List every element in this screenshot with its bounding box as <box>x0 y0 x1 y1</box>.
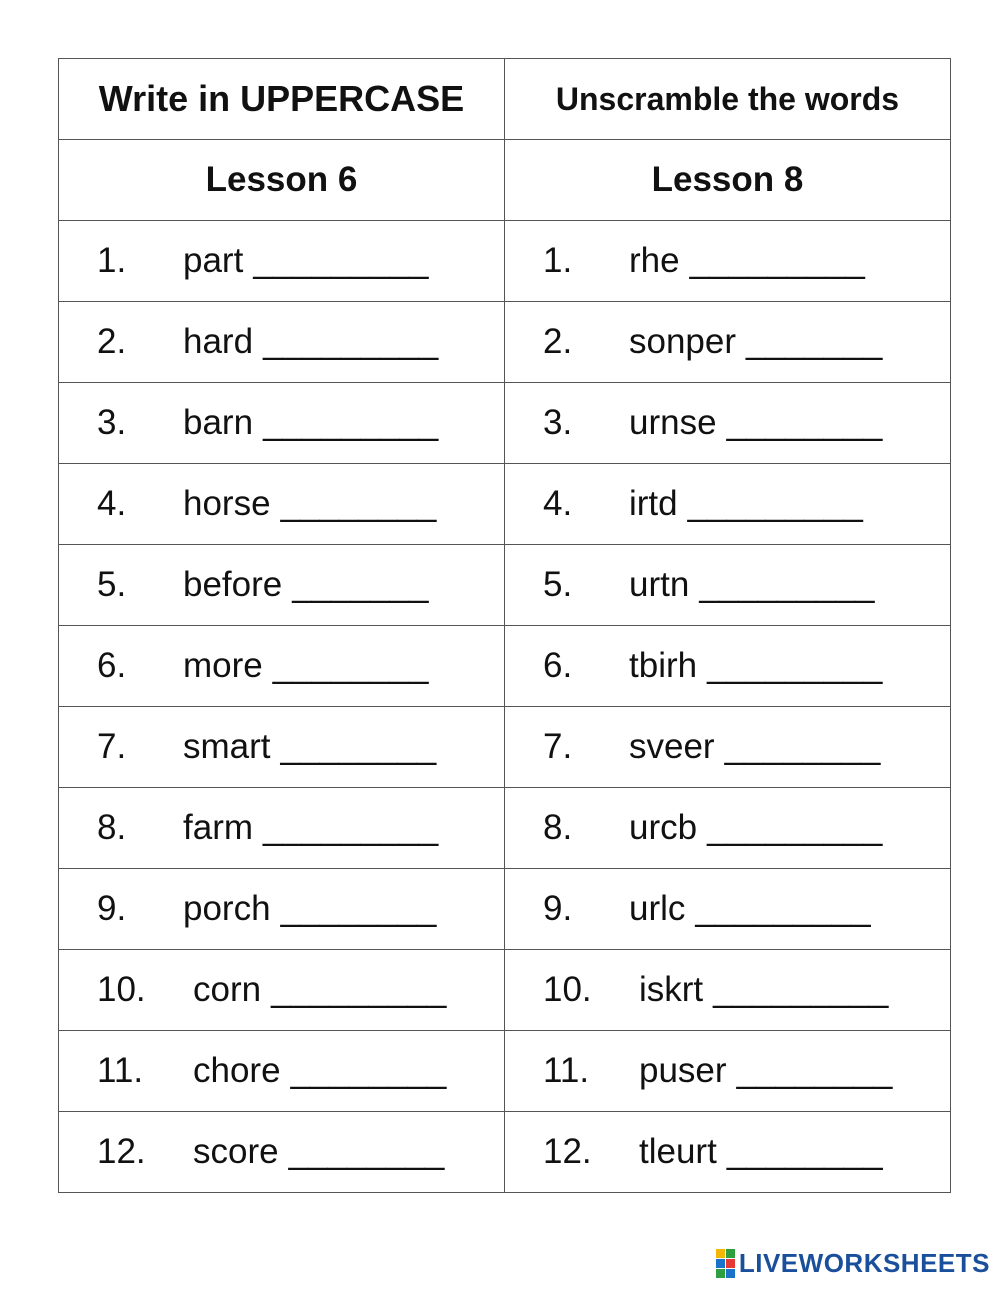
answer-blank[interactable]: _________ <box>713 970 889 1009</box>
left-item <box>59 727 504 767</box>
scrambled-word: iskrt <box>639 970 704 1009</box>
left-item <box>59 403 504 443</box>
left-item-cell <box>59 1031 505 1112</box>
item-number: 2. <box>543 322 573 361</box>
answer-blank[interactable]: _________ <box>707 808 883 847</box>
item-number: 6. <box>97 646 127 685</box>
table-row <box>59 1031 951 1112</box>
table-row <box>59 707 951 788</box>
uppercase-word: part <box>183 241 244 280</box>
left-item-cell <box>59 950 505 1031</box>
scrambled-word: puser <box>639 1051 727 1090</box>
item-number: 12. <box>97 1132 146 1171</box>
left-item <box>59 565 504 605</box>
right-item <box>505 889 950 929</box>
worksheet-table <box>58 58 951 1193</box>
left-item-cell <box>59 788 505 869</box>
item-number: 8. <box>97 808 127 847</box>
item-number: 4. <box>97 484 127 523</box>
right-item <box>505 646 950 686</box>
table-row <box>59 464 951 545</box>
right-column-title: Unscramble the words <box>505 59 951 140</box>
right-item-cell <box>505 545 951 626</box>
answer-blank[interactable]: ________ <box>280 889 437 928</box>
scrambled-word: rhe <box>629 241 680 280</box>
right-item <box>505 1132 950 1172</box>
answer-blank[interactable]: _________ <box>699 565 875 604</box>
right-lesson-label: Lesson 8 <box>505 140 951 221</box>
answer-blank[interactable]: _________ <box>263 403 439 442</box>
left-column-title: Write in UPPERCASE <box>59 59 505 140</box>
uppercase-word: hard <box>183 322 254 361</box>
answer-blank[interactable]: _________ <box>695 889 871 928</box>
uppercase-word: before <box>183 565 283 604</box>
answer-blank[interactable]: ________ <box>272 646 429 685</box>
left-item <box>59 241 504 281</box>
item-number: 9. <box>543 889 573 928</box>
item-number: 3. <box>97 403 127 442</box>
answer-blank[interactable]: _________ <box>253 241 429 280</box>
answer-blank[interactable]: _________ <box>271 970 447 1009</box>
answer-blank[interactable]: _________ <box>263 322 439 361</box>
right-item <box>505 808 950 848</box>
scrambled-word: urtn <box>629 565 690 604</box>
uppercase-word: score <box>193 1132 279 1171</box>
item-number: 1. <box>97 241 127 280</box>
item-number: 3. <box>543 403 573 442</box>
scrambled-word: urlc <box>629 889 686 928</box>
scrambled-word: tbirh <box>629 646 698 685</box>
table-row <box>59 302 951 383</box>
scrambled-word: sonper <box>629 322 737 361</box>
right-item <box>505 322 950 362</box>
left-item <box>59 322 504 362</box>
right-item <box>505 970 950 1010</box>
right-item-cell <box>505 383 951 464</box>
scrambled-word: urnse <box>629 403 717 442</box>
logo-text: LIVEWORKSHEETS <box>738 1248 990 1278</box>
left-lesson-label: Lesson 6 <box>59 140 505 221</box>
right-item <box>505 241 950 281</box>
left-item-cell <box>59 302 505 383</box>
left-item-cell <box>59 464 505 545</box>
uppercase-word: barn <box>183 403 254 442</box>
right-item-cell <box>505 1112 951 1193</box>
answer-blank[interactable]: _______ <box>746 322 883 361</box>
answer-blank[interactable]: ________ <box>726 1132 883 1171</box>
left-item <box>59 970 504 1010</box>
table-row <box>59 1112 951 1193</box>
item-number: 11. <box>543 1051 590 1090</box>
left-item <box>59 808 504 848</box>
right-item-cell <box>505 221 951 302</box>
left-item <box>59 1051 504 1091</box>
table-row <box>59 221 951 302</box>
right-item-cell <box>505 464 951 545</box>
left-item-cell <box>59 545 505 626</box>
table-row <box>59 545 951 626</box>
liveworksheets-logo <box>716 1248 990 1279</box>
uppercase-word: more <box>183 646 263 685</box>
uppercase-word: corn <box>193 970 262 1009</box>
right-item-cell <box>505 302 951 383</box>
item-number: 4. <box>543 484 573 523</box>
left-item-cell <box>59 221 505 302</box>
right-item <box>505 565 950 605</box>
left-item <box>59 646 504 686</box>
uppercase-word: chore <box>193 1051 281 1090</box>
left-item <box>59 1132 504 1172</box>
answer-blank[interactable]: _________ <box>707 646 883 685</box>
right-item-cell <box>505 950 951 1031</box>
scrambled-word: tleurt <box>639 1132 717 1171</box>
item-number: 12. <box>543 1132 592 1171</box>
answer-blank[interactable]: _______ <box>292 565 429 604</box>
item-number: 9. <box>97 889 127 928</box>
answer-blank[interactable]: ________ <box>280 484 437 523</box>
left-item-cell <box>59 707 505 788</box>
scrambled-word: urcb <box>629 808 698 847</box>
answer-blank[interactable]: _________ <box>687 484 863 523</box>
answer-blank[interactable]: ________ <box>288 1132 445 1171</box>
table-row <box>59 383 951 464</box>
item-number: 10. <box>97 970 146 1009</box>
scrambled-word: irtd <box>629 484 678 523</box>
liveworksheets-logo-icon <box>716 1249 735 1278</box>
left-item <box>59 889 504 929</box>
right-item <box>505 484 950 524</box>
item-number: 7. <box>97 727 127 766</box>
left-item <box>59 484 504 524</box>
table-row <box>59 950 951 1031</box>
right-item-cell <box>505 707 951 788</box>
answer-blank[interactable]: _________ <box>263 808 439 847</box>
item-number: 6. <box>543 646 573 685</box>
header-row-titles <box>59 59 951 140</box>
table-row <box>59 788 951 869</box>
uppercase-word: farm <box>183 808 253 847</box>
right-item-cell <box>505 1031 951 1112</box>
table-row <box>59 869 951 950</box>
table-row <box>59 626 951 707</box>
item-number: 7. <box>543 727 573 766</box>
left-item-cell <box>59 869 505 950</box>
uppercase-word: porch <box>183 889 271 928</box>
right-item-cell <box>505 626 951 707</box>
uppercase-word: smart <box>183 727 271 766</box>
header-row-lessons <box>59 140 951 221</box>
answer-blank[interactable]: ________ <box>290 1051 447 1090</box>
left-item-cell <box>59 626 505 707</box>
answer-blank[interactable]: _________ <box>689 241 865 280</box>
answer-blank[interactable]: ________ <box>280 727 437 766</box>
right-item-cell <box>505 869 951 950</box>
right-item-cell <box>505 788 951 869</box>
item-number: 10. <box>543 970 592 1009</box>
item-number: 5. <box>97 565 127 604</box>
answer-blank[interactable]: ________ <box>726 403 883 442</box>
left-item-cell <box>59 383 505 464</box>
answer-blank[interactable]: ________ <box>736 1051 893 1090</box>
left-item-cell <box>59 1112 505 1193</box>
right-item <box>505 1051 950 1091</box>
item-number: 1. <box>543 241 573 280</box>
item-number: 5. <box>543 565 573 604</box>
item-number: 8. <box>543 808 573 847</box>
answer-blank[interactable]: ________ <box>724 727 881 766</box>
item-number: 2. <box>97 322 127 361</box>
scrambled-word: sveer <box>629 727 715 766</box>
item-number: 11. <box>97 1051 144 1090</box>
right-item <box>505 403 950 443</box>
right-item <box>505 727 950 767</box>
uppercase-word: horse <box>183 484 271 523</box>
